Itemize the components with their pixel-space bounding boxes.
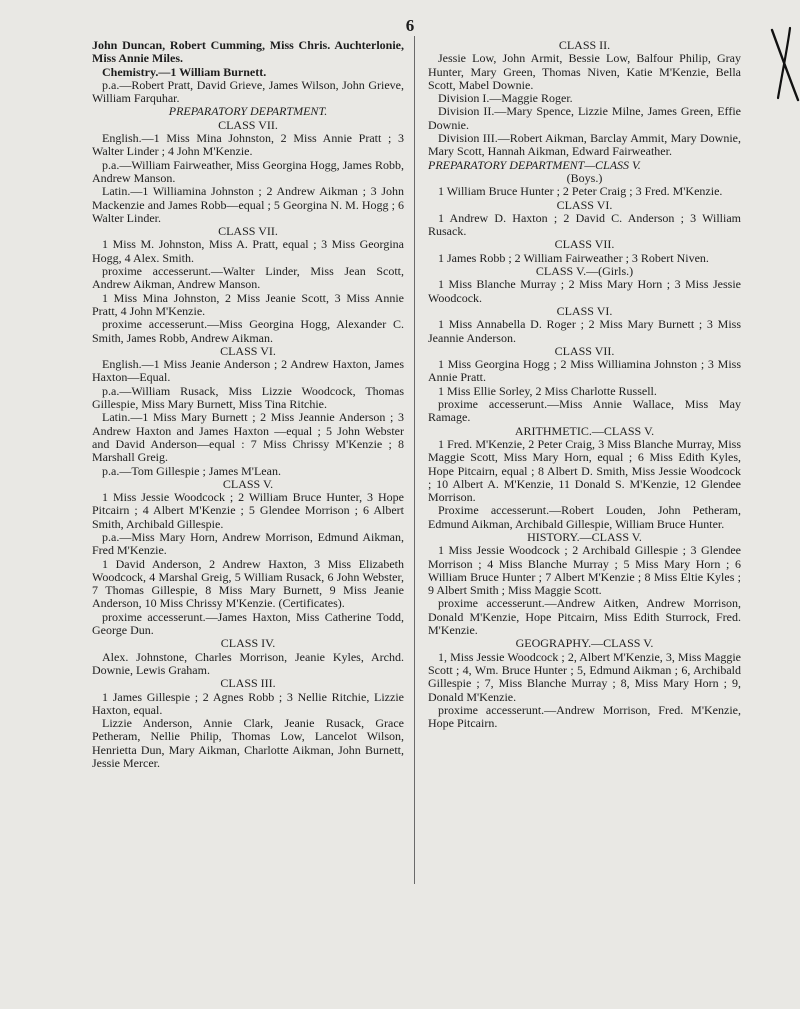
right-column-line: proxime accesserunt.—Andrew Morrison, Fred. M'Kenzie, Hope Pitcairn. <box>428 702 741 731</box>
right-column-line: GEOGRAPHY.—CLASS V. <box>515 636 654 651</box>
right-column-line: 1 Andrew D. Haxton ; 2 David C. Anderson ; 3 William Rusack. <box>428 210 741 239</box>
right-column-line: CLASS V.—(Girls.) <box>535 264 634 279</box>
left-column-line: CLASS VII. <box>218 224 278 239</box>
left-column-line: Latin.—1 Miss Mary Burnett ; 2 Miss Jeannie Anderson ; 3 Andrew Haxton and James Haxton —equal ; 5 John Webster and David Anderson—equal : 7 Miss Chrissy M'Kenzie ; 8 Marshall Greig. <box>92 410 404 465</box>
right-column-line: Division II.—Mary Spence, Lizzie Milne, James Green, Effie Downie. <box>428 104 741 132</box>
right-column-line: HISTORY.—CLASS V. <box>527 529 642 544</box>
right-column-line: Division I.—Maggie Roger. <box>438 91 573 106</box>
left-column-line: English.—1 Miss Jeanie Anderson ; 2 Andrew Haxton, James Haxton—Equal. <box>92 357 404 385</box>
right-column-line: CLASS VI. <box>556 303 613 318</box>
left-column-line: 1 Miss Mina Johnston, 2 Miss Jeanie Scott, 3 Miss Annie Pratt, 4 John M'Kenzie. <box>92 290 404 318</box>
right-column-line: (Boys.) <box>566 170 603 185</box>
left-column-line: proxime accesserunt.—James Haxton, Miss Catherine Todd, George Dun. <box>92 609 404 638</box>
left-column-line: p.a.—Tom Gillespie ; James M'Lean. <box>102 463 281 478</box>
right-column-line: CLASS VI. <box>556 197 613 212</box>
right-column-line: CLASS II. <box>558 38 611 52</box>
left-column-line: 1 David Anderson, 2 Andrew Haxton, 3 Miss Elizabeth Woodcock, 4 Marshal Greig, 5 William Rusack, 6 John Webster, 7 Thomas Gillespie, 8 Miss Mary Burnett, 9 Miss Jeanie Anderson, 10 Miss Chrissy M'Kenzie. (Certificates). <box>92 556 404 611</box>
page-number: 6 <box>405 16 415 35</box>
left-column-line: CLASS V. <box>222 476 274 491</box>
left-column-line: CLASS III. <box>220 676 276 691</box>
left-column-line: Latin.—1 Williamina Johnston ; 2 Andrew Aikman ; 3 John Mackenzie and James Robb—equal ; 5 Georgina N. M. Hogg ; 6 Walter Linder. <box>92 184 404 225</box>
left-column-line: English.—1 Miss Mina Johnston, 2 Miss Annie Pratt ; 3 Walter Linder ; 4 John M'Kenzie. <box>92 131 404 159</box>
left-column-line: proxime accesserunt.—Miss Georgina Hogg, Alexander C. Smith, James Robb, Andrew Aikman. <box>92 317 404 345</box>
left-column-line: proxime accesserunt.—Walter Linder, Miss Jean Scott, Andrew Aikman, Andrew Manson. <box>92 264 404 292</box>
left-column-line: p.a.—Robert Pratt, David Grieve, James Wilson, John Grieve, William Farquhar. <box>92 77 404 106</box>
left-column-line: Chemistry.—1 William Burnett. <box>102 64 267 79</box>
left-column-line: CLASS IV. <box>220 636 276 651</box>
right-column-line: ARITHMETIC.—CLASS V. <box>514 423 655 438</box>
column-divider <box>414 36 415 884</box>
left-column-line: CLASS VII. <box>218 117 278 132</box>
left-column-line: John Duncan, Robert Cumming, Miss Chris. Auchterlonie, Miss Annie Miles. <box>92 38 404 66</box>
left-column-line: Alex. Johnstone, Charles Morrison, Jeanie Kyles, Archd. Downie, Lewis Graham. <box>92 649 404 677</box>
right-column-line: 1 William Bruce Hunter ; 2 Peter Craig ; 3 Fred. M'Kenzie. <box>438 184 723 199</box>
left-column-line: p.a.—Miss Mary Horn, Andrew Morrison, Edmund Aikman, Fred M'Kenzie. <box>92 529 404 558</box>
right-column-line: 1 Miss Georgina Hogg ; 2 Miss Williamina Johnston ; 3 Miss Annie Pratt. <box>428 357 741 385</box>
right-column-line: 1 James Robb ; 2 William Fairweather ; 3 Robert Niven. <box>438 250 709 265</box>
right-column-line: 1 Miss Annabella D. Roger ; 2 Miss Mary Burnett ; 3 Miss Jeannie Anderson. <box>428 317 741 345</box>
handwritten-x-mark <box>768 24 800 104</box>
right-column-line: Jessie Low, John Armit, Bessie Low, Balfour Philip, Gray Hunter, Mary Green, Thomas Niven, Katie M'Kenzie, Bella Scott, Mabel Downie. <box>428 51 741 92</box>
right-column-line: 1 Miss Ellie Sorley, 2 Miss Charlotte Russell. <box>438 383 657 398</box>
right-column <box>428 39 741 730</box>
left-column-line: p.a.—William Rusack, Miss Lizzie Woodcock, Thomas Gillespie, Miss Mary Burnett, Miss Tina Ritchie. <box>92 383 404 412</box>
right-column-line: 1 Fred. M'Kenzie, 2 Peter Craig, 3 Miss Blanche Murray, Miss Maggie Scott, Miss Mary Horn, equal ; 6 Miss Edith Kyles, Hope Pitcairn, equal ; 8 Albert D. Smith, Miss Jessie Woodcock ; 10 Albert A. M'Kenzie, 11 Donald S. M'Kenzie, 12 Glendee Morrison. <box>428 436 741 505</box>
left-column-line: 1 Miss Jessie Woodcock ; 2 William Bruce Hunter, 3 Hope Pitcairn ; 4 Albert M'Kenzie ; 5 Glendee Morrison ; 6 Albert Smith, Archibald Gillespie. <box>92 490 404 531</box>
left-column-line: Lizzie Anderson, Annie Clark, Jeanie Rusack, Grace Petheram, Nellie Philip, Thomas Low, Lancelot Wilson, Henrietta Dun, Mary Aikman, Charlotte Aikman, John Burnett, Jessie Mercer. <box>92 716 404 771</box>
right-column-line: Proxime accesserunt.—Robert Louden, John Petheram, Edmund Aikman, Archibald Gillespie, William Bruce Hunter. <box>428 503 741 531</box>
right-column-line: CLASS VII. <box>554 343 615 358</box>
left-column <box>92 39 404 770</box>
left-column-line: 1 James Gillespie ; 2 Agnes Robb ; 3 Nellie Ritchie, Lizzie Haxton, equal. <box>92 689 404 717</box>
right-column-line: 1 Miss Jessie Woodcock ; 2 Archibald Gillespie ; 3 Glendee Morrison ; 4 Miss Blanche Murray ; 5 Miss Mary Horn ; 6 William Bruce Hunter ; 7 Albert M'Kenzie ; 8 Miss Eltie Kyles ; 9 Albert Smith ; Miss Maggie Scott. <box>428 543 741 598</box>
right-column-line: CLASS VII. <box>554 237 615 252</box>
right-column-line: 1 Miss Blanche Murray ; 2 Miss Mary Horn ; 3 Miss Jessie Woodcock. <box>428 277 741 305</box>
left-column-line: p.a.—William Fairweather, Miss Georgina Hogg, James Robb, Andrew Manson. <box>92 157 404 185</box>
left-column-line: CLASS VI. <box>220 343 276 358</box>
right-column-line: proxime accesserunt.—Miss Annie Wallace, Miss May Ramage. <box>428 397 741 425</box>
left-column-line: PREPARATORY DEPARTMENT. <box>168 104 328 119</box>
right-column-line: PREPARATORY DEPARTMENT—CLASS V. <box>428 157 641 172</box>
right-column-line: Division III.—Robert Aikman, Barclay Ammit, Mary Downie, Mary Scott, Hannah Aikman, Edward Fairweather. <box>428 131 741 159</box>
right-column-line: 1, Miss Jessie Woodcock ; 2, Albert M'Kenzie, 3, Miss Maggie Scott ; 4, Wm. Bruce Hunter ; 5, Edmund Aikman ; 6, Archibald Gillespie ; 7, Miss Blanche Murray ; 8, Miss Mary Horn ; 9, Donald M'Kenzie. <box>428 649 741 704</box>
right-column-line: proxime accesserunt.—Andrew Aitken, Andrew Morrison, Donald M'Kenzie, Hope Pitcairn, Miss Edith Sturrock, Fred. M'Kenzie. <box>428 596 741 638</box>
left-column-line: 1 Miss M. Johnston, Miss A. Pratt, equal ; 3 Miss Georgina Hogg, 4 Alex. Smith. <box>92 237 404 265</box>
